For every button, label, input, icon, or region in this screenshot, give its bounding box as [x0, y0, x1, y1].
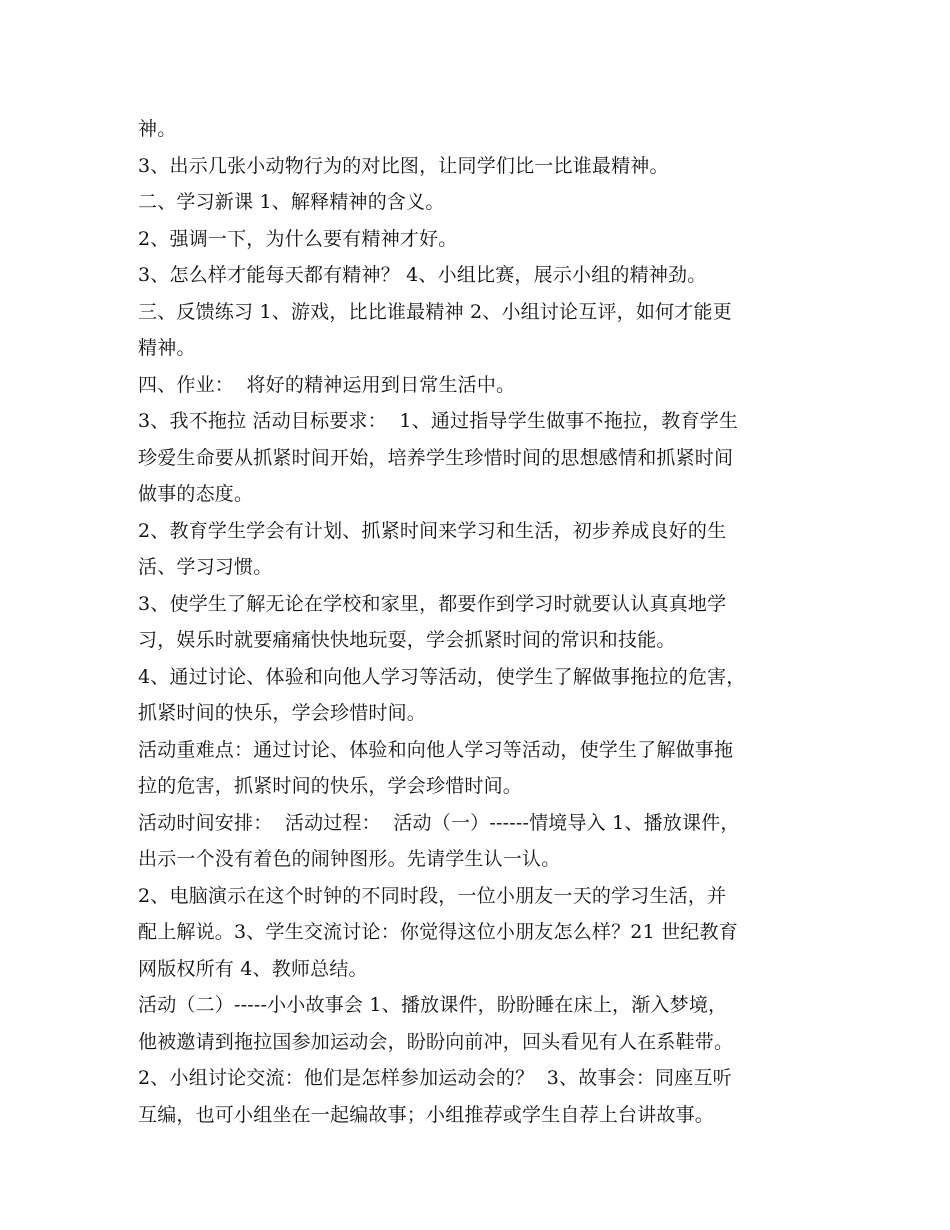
text-line: 3、使学生了解无论在学校和家里，都要作到学习时就要认认真真地学 [138, 592, 727, 615]
text-line: 配上解说。3、学生交流讨论：你觉得这位小朋友怎么样？21 世纪教育 [138, 921, 738, 943]
text-line: 互编，也可小组坐在一起编故事；小组推荐或学生自荐上台讲故事。 [138, 1103, 715, 1126]
text-line: 抓紧时间的快乐，学会珍惜时间。 [138, 702, 427, 724]
text-line: 神。 [138, 118, 177, 140]
text-line: 四、作业： 将好的精神运用到日常生活中。 [138, 373, 516, 396]
text-line: 3、我不拖拉 活动目标要求： 1、通过指导学生做事不拖拉，教育学生 [138, 410, 739, 432]
text-line: 习，娱乐时就要痛痛快快地玩耍，学会抓紧时间的常识和技能。 [138, 629, 676, 651]
text-line: 三、反馈练习 1、游戏，比比谁最精神 2、小组讨论互评，如何才能更 [138, 300, 732, 323]
text-line: 活、学习习惯。 [138, 556, 273, 578]
text-line: 做事的态度。 [138, 483, 254, 505]
text-line: 拉的危害，抓紧时间的快乐，学会珍惜时间。 [138, 775, 523, 797]
text-line: 精神。 [138, 337, 196, 359]
text-line: 活动时间安排： 活动过程： 活动（一）------情境导入 1、播放课件， [138, 811, 740, 834]
text-line: 4、通过讨论、体验和向他人学习等活动，使学生了解做事拖拉的危害， [138, 665, 746, 688]
text-line: 2、教育学生学会有计划、抓紧时间来学习和生活，初步养成良好的生 [138, 519, 727, 542]
text-line: 活动（二）-----小小故事会 1、播放课件，盼盼睡在床上，渐入梦境， [138, 994, 728, 1016]
text-line: 网版权所有 4、教师总结。 [138, 957, 368, 980]
text-line: 珍爱生命要从抓紧时间开始，培养学生珍惜时间的思想感情和抓紧时间 [138, 446, 734, 469]
text-line: 3、出示几张小动物行为的对比图，让同学们比一比谁最精神。 [138, 154, 669, 177]
text-line: 出示一个没有着色的闹钟图形。先请学生认一认。 [138, 848, 561, 870]
text-line: 2、电脑演示在这个时钟的不同时段，一位小朋友一天的学习生活，并 [138, 884, 727, 907]
text-line: 他被邀请到拖拉国参加运动会，盼盼向前冲，回头看见有人在系鞋带。 [138, 1030, 734, 1053]
text-line: 3、怎么样才能每天都有精神？ 4、小组比赛，展示小组的精神劲。 [138, 264, 707, 286]
text-line: 二、学习新课 1、解释精神的含义。 [138, 191, 445, 213]
text-line: 2、强调一下，为什么要有精神才好。 [138, 227, 458, 250]
text-line: 活动重难点：通过讨论、体验和向他人学习等活动，使学生了解做事拖 [138, 738, 734, 761]
document-body [138, 111, 818, 1133]
text-line: 2、小组讨论交流：他们是怎样参加运动会的？ 3、故事会：同座互听 [138, 1067, 732, 1089]
